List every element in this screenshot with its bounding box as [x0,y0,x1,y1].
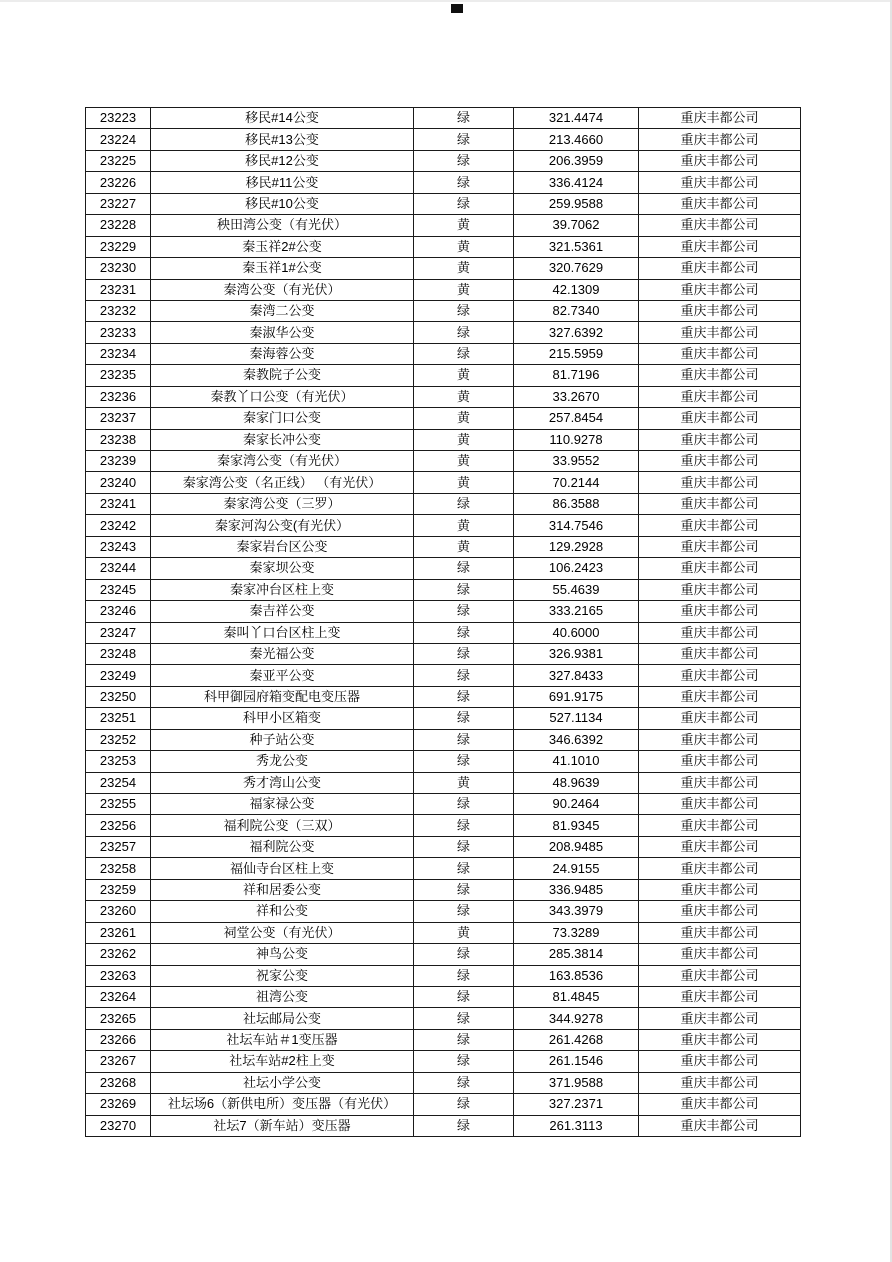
cell-company: 重庆丰都公司 [639,643,801,664]
cell-color: 绿 [414,1094,514,1115]
cell-value: 691.9175 [514,686,639,707]
table-row [86,515,801,536]
cell-name: 秦淑华公变 [151,322,414,343]
cell-value: 42.1309 [514,279,639,300]
cell-value: 371.9588 [514,1072,639,1093]
table-row [86,258,801,279]
cell-color: 绿 [414,1051,514,1072]
table-row [86,129,801,150]
cell-value: 39.7062 [514,215,639,236]
cell-company: 重庆丰都公司 [639,258,801,279]
cell-id: 23246 [86,601,151,622]
cell-name: 移民#11公变 [151,172,414,193]
cell-company: 重庆丰都公司 [639,944,801,965]
cell-id: 23235 [86,365,151,386]
cell-company: 重庆丰都公司 [639,558,801,579]
table-row [86,558,801,579]
cell-value: 259.9588 [514,193,639,214]
cell-color: 绿 [414,643,514,664]
cell-value: 55.4639 [514,579,639,600]
table-row [86,665,801,686]
cell-company: 重庆丰都公司 [639,472,801,493]
cell-color: 黄 [414,451,514,472]
cell-id: 23249 [86,665,151,686]
table-row [86,429,801,450]
cell-id: 23270 [86,1115,151,1136]
cell-name: 秦家湾公变（名正线） （有光伏） [151,472,414,493]
cell-value: 41.1010 [514,751,639,772]
cell-company: 重庆丰都公司 [639,300,801,321]
cell-color: 黄 [414,922,514,943]
cell-company: 重庆丰都公司 [639,386,801,407]
cell-company: 重庆丰都公司 [639,172,801,193]
table-row [86,172,801,193]
cell-color: 绿 [414,150,514,171]
cell-name: 秦亚平公变 [151,665,414,686]
cell-name: 科甲御园府箱变配电变压器 [151,686,414,707]
cell-company: 重庆丰都公司 [639,858,801,879]
cell-value: 82.7340 [514,300,639,321]
cell-id: 23267 [86,1051,151,1072]
cell-name: 秦海蓉公变 [151,343,414,364]
cell-id: 23259 [86,879,151,900]
cell-id: 23233 [86,322,151,343]
cell-value: 73.3289 [514,922,639,943]
table-row [86,643,801,664]
cell-color: 绿 [414,858,514,879]
cell-name: 种子站公变 [151,729,414,750]
cell-id: 23230 [86,258,151,279]
cell-name: 秀才湾山公变 [151,772,414,793]
cell-value: 343.3979 [514,901,639,922]
cell-id: 23254 [86,772,151,793]
cell-id: 23227 [86,193,151,214]
cell-id: 23251 [86,708,151,729]
cell-value: 70.2144 [514,472,639,493]
cell-color: 绿 [414,1072,514,1093]
cell-name: 社坛邮局公变 [151,1008,414,1029]
cell-company: 重庆丰都公司 [639,1072,801,1093]
cell-id: 23260 [86,901,151,922]
cell-color: 黄 [414,279,514,300]
cell-color: 绿 [414,751,514,772]
table-row [86,322,801,343]
cell-value: 285.3814 [514,944,639,965]
cell-value: 90.2464 [514,794,639,815]
cell-id: 23243 [86,536,151,557]
cell-value: 86.3588 [514,493,639,514]
cell-name: 社坛7（新车站）变压器 [151,1115,414,1136]
cell-name: 祖湾公变 [151,986,414,1007]
table-row [86,579,801,600]
cell-company: 重庆丰都公司 [639,986,801,1007]
cell-id: 23266 [86,1029,151,1050]
cell-color: 绿 [414,1008,514,1029]
cell-color: 绿 [414,129,514,150]
cell-id: 23250 [86,686,151,707]
cell-value: 24.9155 [514,858,639,879]
cell-color: 绿 [414,622,514,643]
cell-name: 福利院公变（三双） [151,815,414,836]
cell-name: 秦家湾公变（三罗） [151,493,414,514]
cell-value: 261.4268 [514,1029,639,1050]
cell-id: 23226 [86,172,151,193]
cell-color: 绿 [414,343,514,364]
table-row [86,1094,801,1115]
table-row [86,858,801,879]
cell-color: 绿 [414,815,514,836]
cell-value: 163.8536 [514,965,639,986]
cell-company: 重庆丰都公司 [639,129,801,150]
cell-company: 重庆丰都公司 [639,322,801,343]
cell-id: 23231 [86,279,151,300]
cell-id: 23248 [86,643,151,664]
cell-id: 23256 [86,815,151,836]
cell-company: 重庆丰都公司 [639,922,801,943]
cell-name: 秦教院子公变 [151,365,414,386]
cell-id: 23247 [86,622,151,643]
table-row [86,365,801,386]
table-row [86,751,801,772]
cell-company: 重庆丰都公司 [639,451,801,472]
table-row [86,279,801,300]
cell-id: 23228 [86,215,151,236]
cell-value: 336.4124 [514,172,639,193]
cell-id: 23224 [86,129,151,150]
cell-name: 秦吉祥公变 [151,601,414,622]
cell-company: 重庆丰都公司 [639,815,801,836]
table-row [86,901,801,922]
cell-company: 重庆丰都公司 [639,408,801,429]
cell-company: 重庆丰都公司 [639,429,801,450]
cell-color: 绿 [414,836,514,857]
cell-color: 绿 [414,901,514,922]
cell-value: 261.3113 [514,1115,639,1136]
table-row [86,1115,801,1136]
cell-value: 314.7546 [514,515,639,536]
cell-company: 重庆丰都公司 [639,794,801,815]
cell-color: 绿 [414,986,514,1007]
table-row [86,986,801,1007]
cell-id: 23245 [86,579,151,600]
cell-color: 绿 [414,300,514,321]
table-row [86,108,801,129]
cell-color: 绿 [414,322,514,343]
page-artifact-mark [451,4,463,13]
cell-value: 327.2371 [514,1094,639,1115]
cell-company: 重庆丰都公司 [639,1029,801,1050]
cell-name: 秦家门口公变 [151,408,414,429]
cell-name: 秧田湾公变（有光伏） [151,215,414,236]
cell-company: 重庆丰都公司 [639,729,801,750]
cell-id: 23238 [86,429,151,450]
cell-id: 23232 [86,300,151,321]
cell-id: 23244 [86,558,151,579]
cell-color: 绿 [414,686,514,707]
cell-name: 移民#10公变 [151,193,414,214]
cell-color: 黄 [414,258,514,279]
cell-id: 23264 [86,986,151,1007]
cell-value: 206.3959 [514,150,639,171]
cell-color: 绿 [414,579,514,600]
cell-name: 秦家坝公变 [151,558,414,579]
table-row [86,965,801,986]
cell-name: 移民#13公变 [151,129,414,150]
cell-value: 320.7629 [514,258,639,279]
table-row [86,772,801,793]
cell-value: 48.9639 [514,772,639,793]
cell-company: 重庆丰都公司 [639,515,801,536]
cell-color: 绿 [414,493,514,514]
cell-value: 40.6000 [514,622,639,643]
cell-value: 257.8454 [514,408,639,429]
cell-color: 黄 [414,215,514,236]
table-row [86,836,801,857]
table-row [86,451,801,472]
cell-value: 33.2670 [514,386,639,407]
cell-id: 23242 [86,515,151,536]
cell-value: 213.4660 [514,129,639,150]
cell-color: 绿 [414,1115,514,1136]
cell-company: 重庆丰都公司 [639,1008,801,1029]
cell-name: 神鸟公变 [151,944,414,965]
table-row [86,493,801,514]
cell-name: 移民#14公变 [151,108,414,129]
cell-name: 祠堂公变（有光伏） [151,922,414,943]
cell-color: 绿 [414,601,514,622]
cell-id: 23239 [86,451,151,472]
table-row [86,150,801,171]
cell-name: 秦家长冲公变 [151,429,414,450]
page-edge-top [0,0,892,2]
cell-name: 秦光福公变 [151,643,414,664]
cell-value: 110.9278 [514,429,639,450]
transformer-table [85,107,801,1137]
cell-name: 社坛小学公变 [151,1072,414,1093]
cell-company: 重庆丰都公司 [639,901,801,922]
cell-name: 移民#12公变 [151,150,414,171]
cell-company: 重庆丰都公司 [639,665,801,686]
table-row [86,1029,801,1050]
table-row [86,343,801,364]
cell-name: 秀龙公变 [151,751,414,772]
cell-color: 绿 [414,965,514,986]
cell-name: 科甲小区箱变 [151,708,414,729]
cell-company: 重庆丰都公司 [639,1051,801,1072]
cell-value: 326.9381 [514,643,639,664]
cell-name: 社坛车站#2柱上变 [151,1051,414,1072]
table-row [86,708,801,729]
table-row [86,879,801,900]
cell-color: 黄 [414,772,514,793]
table-row [86,193,801,214]
cell-value: 327.8433 [514,665,639,686]
cell-company: 重庆丰都公司 [639,343,801,364]
cell-id: 23261 [86,922,151,943]
table-row [86,300,801,321]
cell-value: 336.9485 [514,879,639,900]
cell-company: 重庆丰都公司 [639,215,801,236]
table-row [86,601,801,622]
cell-name: 社坛场6（新供电所）变压器（有光伏） [151,1094,414,1115]
cell-company: 重庆丰都公司 [639,579,801,600]
cell-color: 黄 [414,472,514,493]
cell-id: 23225 [86,150,151,171]
cell-company: 重庆丰都公司 [639,193,801,214]
cell-name: 秦湾二公变 [151,300,414,321]
cell-id: 23253 [86,751,151,772]
cell-color: 绿 [414,729,514,750]
cell-company: 重庆丰都公司 [639,622,801,643]
cell-id: 23268 [86,1072,151,1093]
cell-value: 81.9345 [514,815,639,836]
cell-company: 重庆丰都公司 [639,279,801,300]
cell-value: 215.5959 [514,343,639,364]
cell-company: 重庆丰都公司 [639,150,801,171]
cell-name: 秦叫丫口台区柱上变 [151,622,414,643]
cell-id: 23262 [86,944,151,965]
table-row [86,1008,801,1029]
cell-value: 327.6392 [514,322,639,343]
cell-color: 绿 [414,944,514,965]
cell-color: 绿 [414,172,514,193]
cell-name: 社坛车站＃1变压器 [151,1029,414,1050]
cell-value: 261.1546 [514,1051,639,1072]
cell-company: 重庆丰都公司 [639,493,801,514]
cell-company: 重庆丰都公司 [639,236,801,257]
table-row [86,686,801,707]
cell-id: 23237 [86,408,151,429]
table-row [86,408,801,429]
cell-name: 福利院公变 [151,836,414,857]
cell-company: 重庆丰都公司 [639,108,801,129]
cell-value: 129.2928 [514,536,639,557]
cell-name: 秦教丫口公变（有光伏） [151,386,414,407]
cell-company: 重庆丰都公司 [639,536,801,557]
cell-value: 333.2165 [514,601,639,622]
cell-company: 重庆丰都公司 [639,365,801,386]
cell-id: 23255 [86,794,151,815]
cell-id: 23257 [86,836,151,857]
cell-name: 秦家湾公变（有光伏） [151,451,414,472]
cell-value: 527.1134 [514,708,639,729]
cell-color: 黄 [414,515,514,536]
cell-color: 绿 [414,108,514,129]
cell-id: 23241 [86,493,151,514]
table-row [86,1051,801,1072]
cell-value: 208.9485 [514,836,639,857]
cell-company: 重庆丰都公司 [639,965,801,986]
table-row [86,386,801,407]
cell-id: 23258 [86,858,151,879]
cell-color: 绿 [414,665,514,686]
cell-id: 23223 [86,108,151,129]
cell-company: 重庆丰都公司 [639,708,801,729]
cell-value: 81.7196 [514,365,639,386]
cell-id: 23234 [86,343,151,364]
cell-name: 秦玉祥2#公变 [151,236,414,257]
table-row [86,922,801,943]
cell-id: 23263 [86,965,151,986]
table-row [86,1072,801,1093]
cell-value: 106.2423 [514,558,639,579]
cell-name: 秦家冲台区柱上变 [151,579,414,600]
cell-value: 81.4845 [514,986,639,1007]
cell-name: 秦玉祥1#公变 [151,258,414,279]
cell-company: 重庆丰都公司 [639,1094,801,1115]
cell-color: 黄 [414,429,514,450]
table-row [86,472,801,493]
cell-name: 秦家岩台区公变 [151,536,414,557]
cell-name: 秦家河沟公变(有光伏） [151,515,414,536]
cell-value: 321.4474 [514,108,639,129]
table-row [86,215,801,236]
cell-color: 绿 [414,193,514,214]
cell-color: 绿 [414,1029,514,1050]
table-row [86,794,801,815]
cell-id: 23265 [86,1008,151,1029]
cell-color: 绿 [414,558,514,579]
cell-color: 绿 [414,708,514,729]
table-row [86,815,801,836]
cell-company: 重庆丰都公司 [639,836,801,857]
cell-value: 346.6392 [514,729,639,750]
cell-color: 黄 [414,408,514,429]
cell-color: 黄 [414,236,514,257]
cell-value: 33.9552 [514,451,639,472]
cell-company: 重庆丰都公司 [639,751,801,772]
cell-id: 23252 [86,729,151,750]
cell-id: 23229 [86,236,151,257]
cell-color: 黄 [414,365,514,386]
cell-name: 秦湾公变（有光伏） [151,279,414,300]
cell-color: 黄 [414,386,514,407]
table-row [86,236,801,257]
cell-company: 重庆丰都公司 [639,686,801,707]
table-row [86,944,801,965]
cell-name: 福仙寺台区柱上变 [151,858,414,879]
cell-name: 祥和公变 [151,901,414,922]
cell-company: 重庆丰都公司 [639,1115,801,1136]
table-row [86,536,801,557]
cell-id: 23236 [86,386,151,407]
table-body [86,108,801,1137]
cell-value: 321.5361 [514,236,639,257]
cell-color: 黄 [414,536,514,557]
table-row [86,729,801,750]
cell-name: 祥和居委公变 [151,879,414,900]
cell-company: 重庆丰都公司 [639,879,801,900]
cell-company: 重庆丰都公司 [639,601,801,622]
cell-id: 23269 [86,1094,151,1115]
cell-color: 绿 [414,879,514,900]
cell-color: 绿 [414,794,514,815]
cell-name: 祝家公变 [151,965,414,986]
table-row [86,622,801,643]
cell-company: 重庆丰都公司 [639,772,801,793]
cell-name: 福家禄公变 [151,794,414,815]
cell-id: 23240 [86,472,151,493]
cell-value: 344.9278 [514,1008,639,1029]
